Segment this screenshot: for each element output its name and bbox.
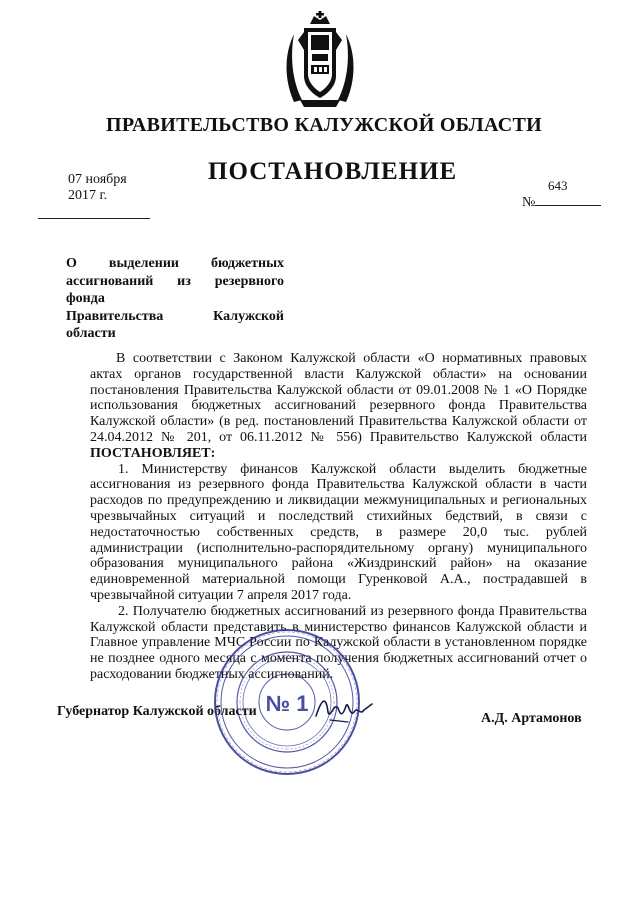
signer-name: А.Д. Артамонов	[481, 711, 582, 726]
document-subject	[66, 255, 284, 343]
preamble-text: В соответствии с Законом Калужской области «О нормативных правовых актах органов государственной власти Калужской области» на основании постановления Правительства Калужской области от 09.01.2008 № 1 «О Порядке использования бюджетных ассигнований резервного фонда Правительства Калужской области» (в ред. постановлений Правительства Калужской области от 24.04.2012 № 201, от 06.11.2012 № 556) Правительство Калужской области	[90, 351, 587, 445]
number-underline	[535, 192, 601, 206]
subject-line: ассигнований из резервного фонда	[66, 273, 284, 306]
preamble-paragraph	[90, 351, 587, 462]
document-date-block	[38, 172, 158, 219]
clause-1: 1. Министерству финансов Калужской области выделить бюджетные ассигнования из резервного фонда Правительства Калужской области в части расходов по предупреждению и ликвидации межмуниципальных и региональных чрезвычайных ситуаций и последствий стихийных бедствий, в связи с недостаточностью собственных средств, в размере 20,0 тыс. рублей администрации (исполнительно-распорядительному органу) муниципального образования муниципального района «Жиздринский район» на оказание единовременной материальной помощи Гуренковой А.А., пострадавшей в чрезвычайной ситуации 7 апреля 2017 года.	[90, 461, 587, 603]
document-number-block	[522, 192, 601, 211]
subject-line: Правительства Калужской	[66, 308, 284, 324]
document-number: 643	[548, 178, 568, 193]
clause-2: 2. Получателю бюджетных ассигнований из резервного фонда Правительства Калужской области представить в министерство финансов Калужской области и Главное управление МЧС России по Калужской области в установленном порядке не позднее одного месяца с момента получения бюджетных ассигнований отчет о расходовании бюджетных ассигнований.	[90, 603, 587, 682]
subject-line: О выделении бюджетных	[66, 256, 284, 271]
number-label: №	[522, 195, 536, 210]
signer-position: Губернатор Калужской области	[57, 704, 257, 719]
seal-number: № 1	[265, 691, 309, 716]
date-underline	[38, 218, 150, 219]
coat-of-arms-icon	[280, 10, 360, 110]
document-type-title: ПОСТАНОВЛЕНИЕ	[208, 158, 458, 185]
handwritten-signature-icon	[310, 690, 380, 730]
subject-line: области	[66, 326, 116, 341]
decree-word: ПОСТАНОВЛЯЕТ:	[90, 445, 216, 461]
organization-title: ПРАВИТЕЛЬСТВО КАЛУЖСКОЙ ОБЛАСТИ	[106, 114, 542, 136]
document-date: 07 ноября 2017 г.	[68, 172, 127, 203]
